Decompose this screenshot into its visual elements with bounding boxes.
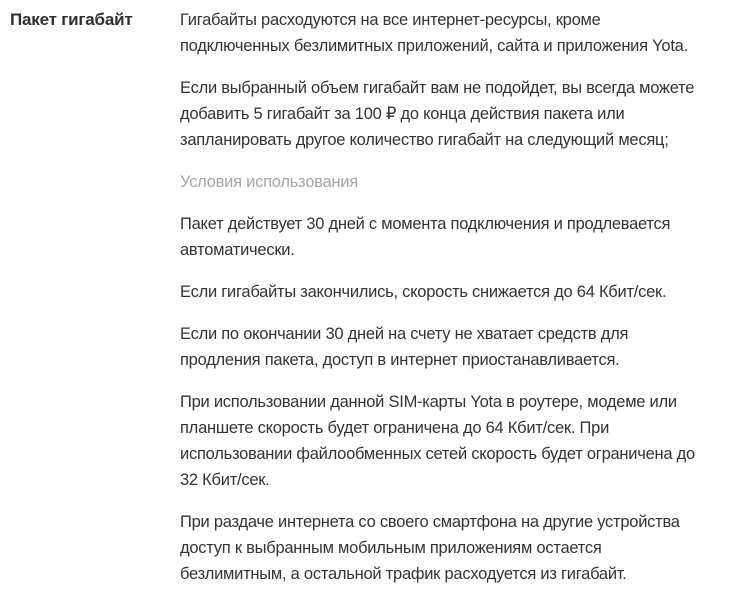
paragraph-add-gigabytes: Если выбранный объем гигабайт вам не подойдет, вы всегда можете добавить 5 гигабайт за 100 ₽ до конца действия пакета или запланировать другое количество гигабайт на следующий месяц; — [180, 79, 695, 149]
row-label-column — [10, 7, 180, 33]
paragraph-insufficient-funds: Если по окончании 30 дней на счету не хватает средств для продления пакета, доступ в интернет приостанавливается. — [180, 325, 629, 369]
paragraph-gigabytes-usage: Гигабайты расходуются на все интернет-ресурсы, кроме подключенных безлимитных приложений, сайта и приложения Yota. — [180, 11, 688, 55]
paragraph-sim-in-router: При использовании данной SIM-карты Yota в роутере, модеме или планшете скорость будет ограничена до 64 Кбит/сек. При использовании файлообменных сетей скорость будет ограничена до 32 Кбит/сек. — [180, 393, 695, 489]
section-label: Пакет гигабайт — [10, 10, 133, 29]
terms-of-use-heading: Условия использования — [180, 173, 358, 191]
paragraph-speed-after-limit: Если гигабайты закончились, скорость снижается до 64 Кбит/сек. — [180, 283, 667, 301]
paragraph-tethering: При раздаче интернета со своего смартфона на другие устройства доступ к выбранным мобильным приложениям остается безлимитным, а остальной трафик расходуется из гигабайт. — [180, 513, 680, 583]
description-column — [180, 7, 704, 603]
paragraph-package-duration: Пакет действует 30 дней с момента подключения и продлевается автоматически. — [180, 215, 671, 259]
